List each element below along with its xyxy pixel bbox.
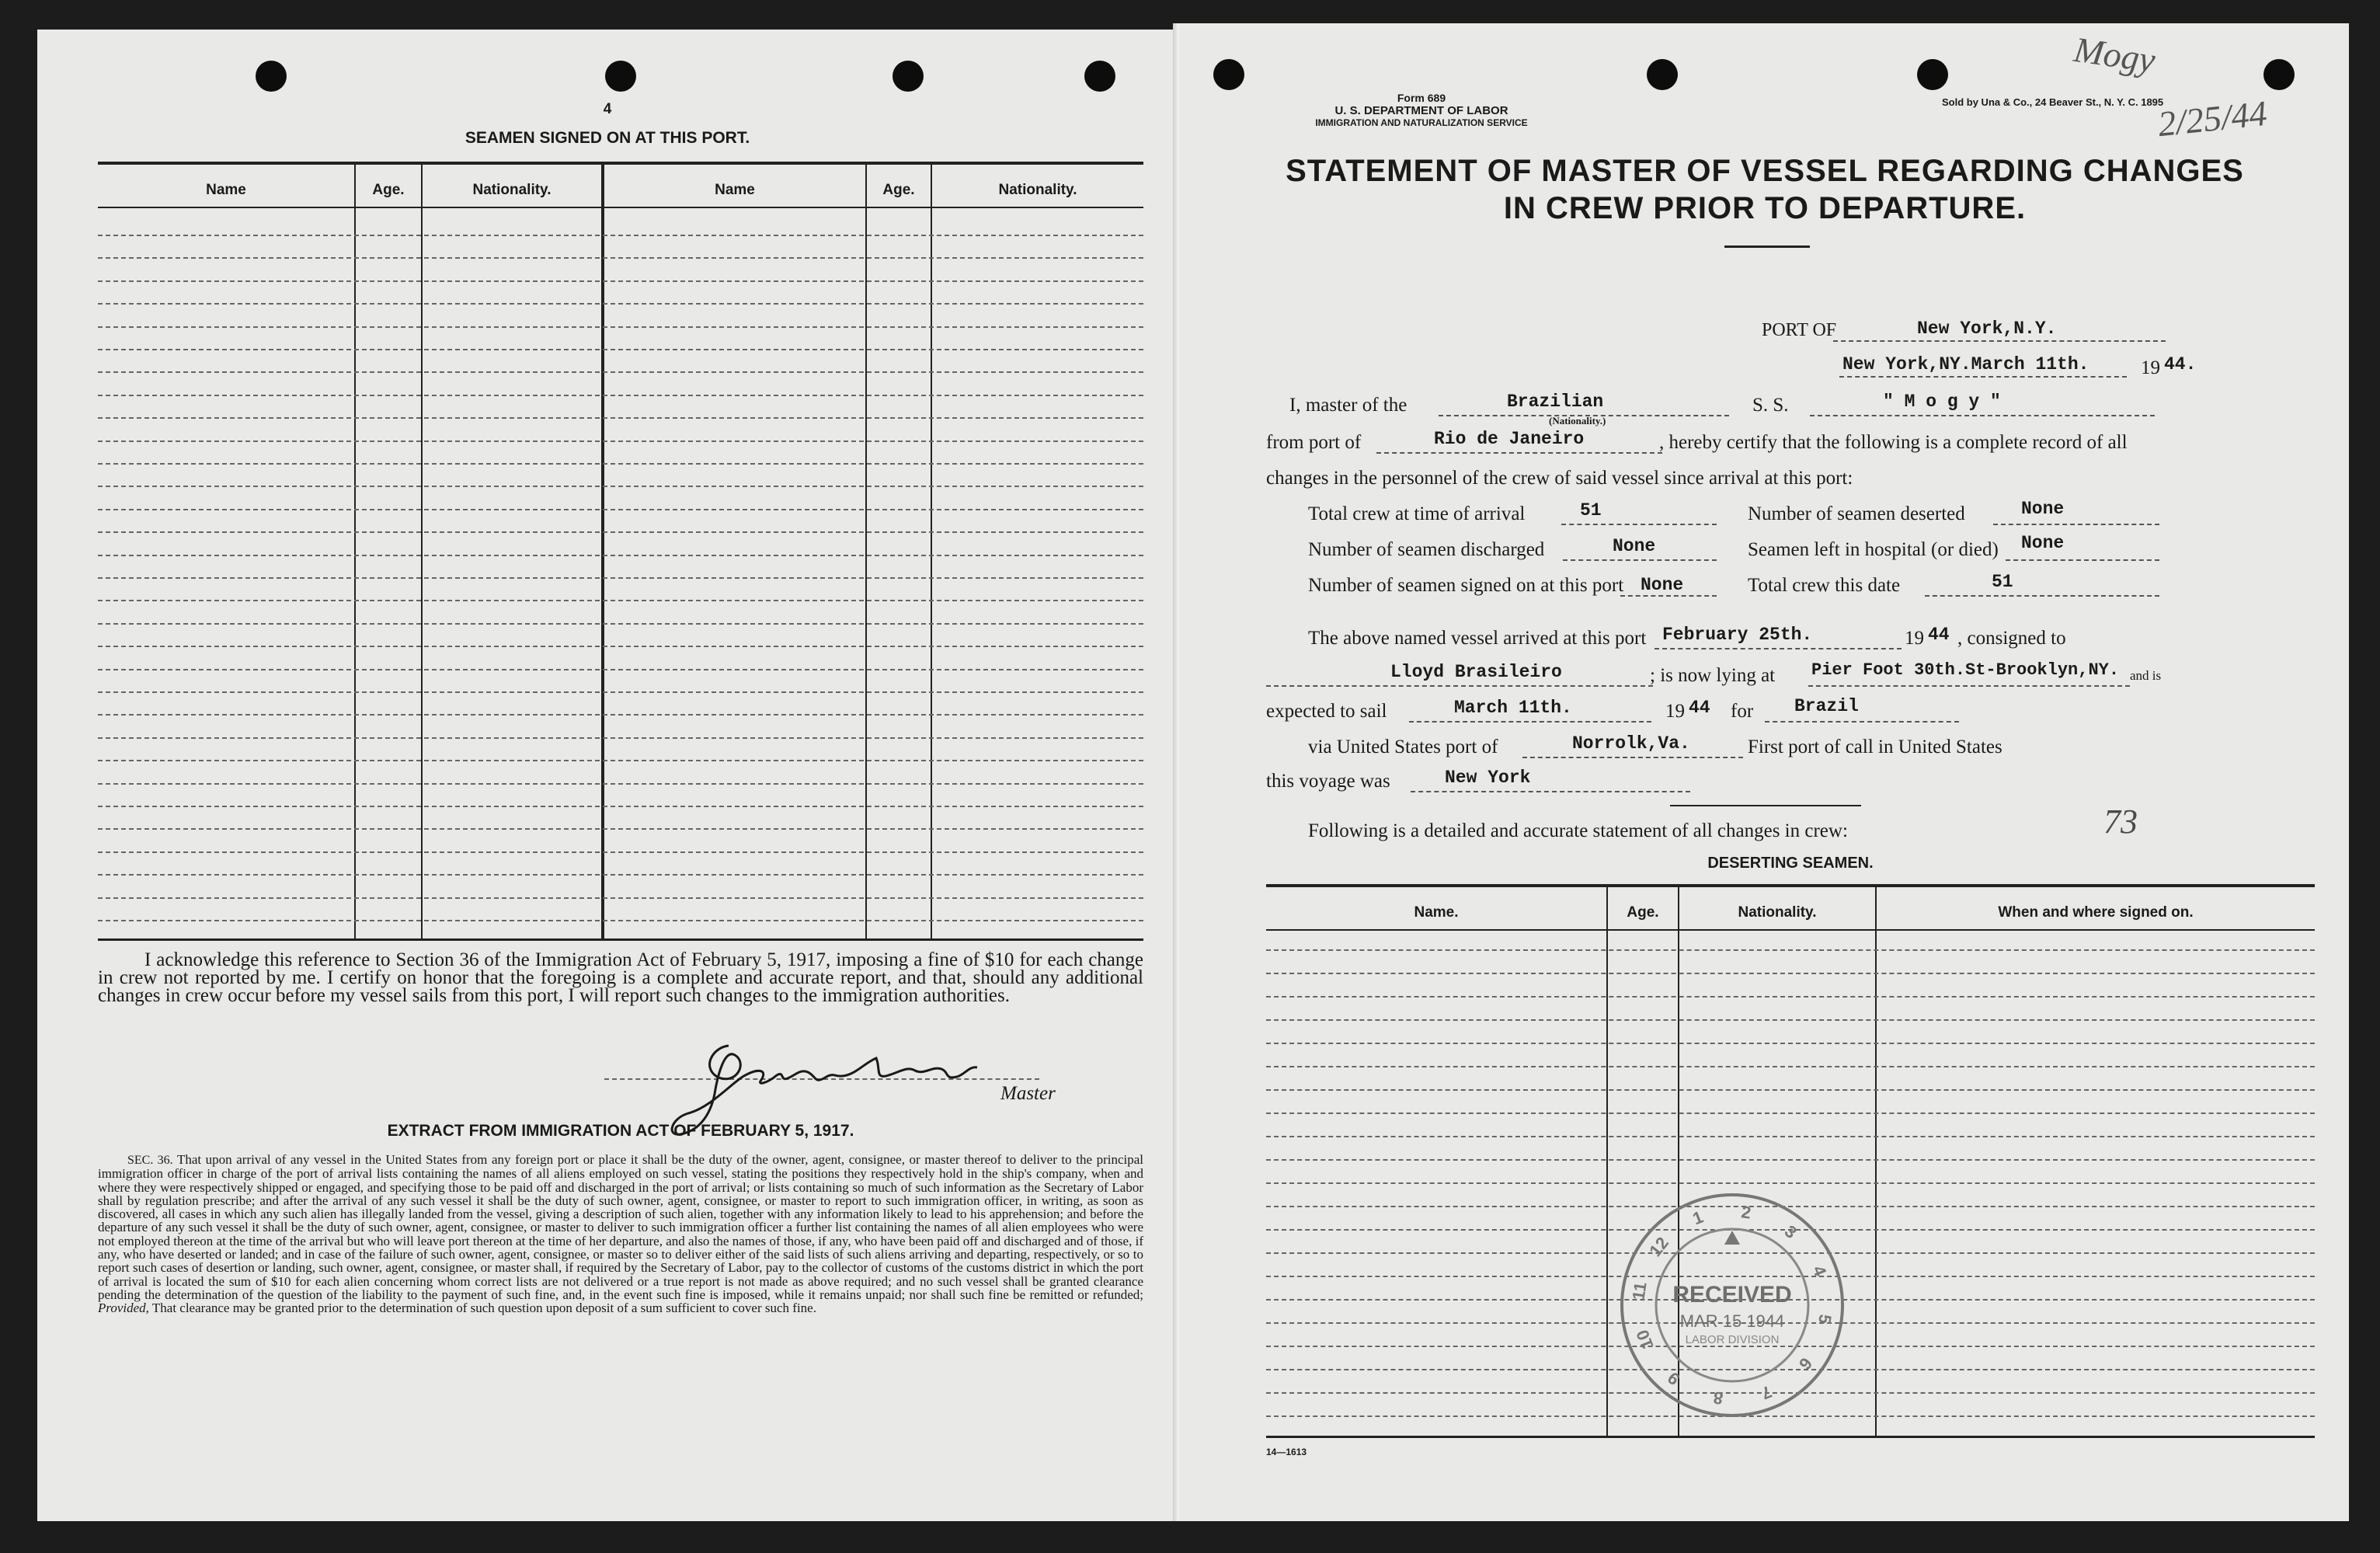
- ss-label: S. S.: [1752, 395, 1789, 416]
- table-row: [98, 326, 1143, 328]
- form-number: Form 689: [1397, 92, 1446, 104]
- sail-year-value: 44: [1689, 698, 1710, 718]
- table-row: [98, 395, 1143, 396]
- stamp-digit: 1: [1689, 1207, 1706, 1229]
- desert-table-bottom-rule: [1266, 1436, 2315, 1438]
- extract-title: EXTRACT FROM IMMIGRATION ACT OF FEBRUARY 5, 1917.: [387, 1122, 854, 1140]
- table-row: [98, 600, 1143, 601]
- table-row: [98, 371, 1143, 373]
- punch-hole: [1084, 61, 1115, 92]
- first-port-label: First port of call in United States: [1748, 736, 2002, 757]
- col-header-name: Name: [206, 182, 246, 198]
- from-port-line: [1376, 452, 1662, 454]
- date-line: [1839, 376, 2127, 378]
- table-row: [98, 486, 1143, 487]
- port-of-line: [1833, 340, 2166, 342]
- stamp-digit: 11: [1628, 1281, 1651, 1302]
- col-header-nationality: Nationality.: [472, 182, 552, 198]
- table-row: [98, 828, 1143, 830]
- desert-table-top-rule: [1266, 884, 2315, 887]
- table-row: [98, 555, 1143, 556]
- table-row: [98, 577, 1143, 579]
- signed-on-line: [1620, 595, 1717, 597]
- stamp-received: RECEIVED: [1672, 1282, 1792, 1308]
- stamp-digit: 4: [1808, 1262, 1830, 1279]
- form-title-line2: IN CREW PRIOR TO DEPARTURE.: [1503, 191, 2027, 225]
- voyage-line: [1411, 791, 1690, 792]
- table-row: [1266, 1136, 2315, 1137]
- total-crew-arrival-line: [1561, 524, 1717, 525]
- year-value: 44.: [2164, 354, 2197, 374]
- table-row: [98, 235, 1143, 236]
- punch-hole: [1647, 59, 1678, 90]
- ship-value: " M o g y ": [1883, 392, 2001, 412]
- table-header-rule: [98, 207, 1143, 208]
- arrived-line: [1655, 648, 1902, 649]
- for-label: for: [1731, 701, 1754, 722]
- port-of-label: PORT OF: [1762, 320, 1837, 340]
- master-label: Master: [1000, 1083, 1056, 1104]
- lying-line: [1808, 685, 2130, 687]
- page-number: 4: [603, 101, 612, 117]
- following-text: Following is a detailed and accurate statement of all changes in crew:: [1308, 820, 1848, 841]
- voyage-label: this voyage was: [1266, 771, 1390, 792]
- service: IMMIGRATION AND NATURALIZATION SERVICE: [1315, 117, 1528, 128]
- table-row: [1266, 1066, 2315, 1067]
- table-row: [98, 440, 1143, 442]
- col-divider: [354, 162, 356, 940]
- punch-hole: [605, 61, 636, 92]
- total-crew-arrival-label: Total crew at time of arrival: [1308, 503, 1526, 524]
- stamp-digit: 5: [1814, 1312, 1835, 1325]
- table-row: [98, 714, 1143, 716]
- consigned-label: , consigned to: [1957, 628, 2066, 649]
- destination-value: Brazil: [1794, 696, 1859, 716]
- signed-on-label: Number of seamen signed on at this port: [1308, 575, 1624, 596]
- table-row: [98, 783, 1143, 785]
- punch-hole: [1213, 59, 1244, 90]
- stamp-digit: 8: [1712, 1387, 1725, 1408]
- nationality-caption: (Nationality.): [1549, 415, 1606, 427]
- stamp-digit: 12: [1645, 1233, 1672, 1261]
- table-row: [98, 463, 1143, 465]
- section-body: That upon arrival of any vessel in the United States from any foreign port or place it shall be the duty of the owner, agent, consignee, or master thereof to deliver to the principal immigration officer in charge of the port of arrival lists containing the names of all aliens employed on such vessel, stating the positions they respectively hold in the ship's company, when and where they were respectively shipped or engaged, and specifying those to be paid off and discharged in the port of arrival; or lists containing so much of such information as the Secretary of Labor shall by regulation prescribe; and after the arrival of any such vessel it shall be the duty of such owner, agent, consignee, or master to report to such immigration officer, in writing, as soon as discovered, all cases in which any such alien has illegally landed from the vessel, giving a description of such alien, together with any information likely to lead to his apprehension; and before the departure of any such vessel it shall be the duty of such owner, agent, consignee, or master to deliver to such immigration officer a further list containing the names of all alien employees who were not employed thereon at the time of the arrival but who will leave port thereon at the time of her departure, and also the names of those, if any, who have been paid off and discharged and of those, if any, who have deserted or landed; and in case of the failure of such owner, agent, consignee, or master so to deliver either of the said lists of such aliens arriving and departing, respectively, or so to report such cases of desertion or landing, such owner, agent, consignee, or master shall, if required by the Secretary of Labor, pay to the collector of customs of the customs district in which the port of arrival is located the sum of $10 for each alien concerning whom correct lists are not delivered or a true report is not made as above required; and no such vessel shall be granted clearance pending the determination of the question of the liability to the payment of such fine, and, in the event such fine is imposed, while it remains unpaid; nor shall such fine be remitted or refunded;: [98, 1152, 1143, 1302]
- desert-col-age: Age.: [1627, 904, 1659, 921]
- stamp-division: LABOR DIVISION: [1685, 1333, 1780, 1346]
- provided-word: Provided,: [98, 1301, 149, 1316]
- section-label: SEC. 36.: [127, 1154, 173, 1167]
- handwritten-number: 73: [2103, 803, 2138, 841]
- stamp-digit: 2: [1739, 1202, 1752, 1224]
- desert-col-signed-on: When and where signed on.: [1998, 904, 2194, 921]
- right-page: [1181, 23, 2349, 1521]
- from-port-label: from port of: [1266, 432, 1362, 453]
- handwritten-ship-name: Mogy: [2071, 29, 2158, 81]
- col-header-age: Age.: [372, 182, 405, 198]
- table-row: [98, 851, 1143, 853]
- table-bottom-rule: [98, 938, 1143, 941]
- deserting-title: DESERTING SEAMEN.: [1707, 855, 1874, 872]
- desert-col-nationality: Nationality.: [1738, 904, 1817, 921]
- seamen-signed-on-title: SEAMEN SIGNED ON AT THIS PORT.: [465, 129, 750, 147]
- hospital-label: Seamen left in hospital (or died): [1748, 539, 1999, 560]
- date-value: New York,NY.March 11th.: [1842, 354, 2089, 374]
- table-row: [98, 417, 1143, 419]
- table-row: [98, 623, 1143, 625]
- footer-code: 14—1613: [1266, 1447, 1307, 1457]
- punch-hole: [893, 61, 924, 92]
- certify-text: , hereby certify that the following is a complete record of all: [1659, 432, 2128, 453]
- table-row: [98, 349, 1143, 350]
- col-divider: [931, 162, 932, 940]
- master-of-label: I, master of the: [1289, 395, 1407, 416]
- stamp-digit: 3: [1780, 1220, 1801, 1243]
- port-of-value: New York,N.Y.: [1917, 319, 2057, 339]
- table-row: [98, 257, 1143, 259]
- table-row: [98, 646, 1143, 647]
- ship-line: [1810, 415, 2155, 416]
- stamp-digit: 7: [1759, 1381, 1775, 1403]
- table-row: [1266, 1019, 2315, 1021]
- and-is-label: and is: [2130, 668, 2162, 683]
- table-row: [98, 303, 1143, 305]
- expected-value: March 11th.: [1454, 698, 1572, 718]
- stamp-digit: 6: [1794, 1353, 1817, 1374]
- discharged-label: Number of seamen discharged: [1308, 539, 1545, 560]
- discharged-line: [1563, 559, 1717, 561]
- table-row: [98, 806, 1143, 807]
- changes-text: changes in the personnel of the crew of said vessel since arrival at this port:: [1266, 468, 1853, 489]
- received-stamp: [1616, 1189, 1849, 1422]
- table-row: [1266, 1159, 2315, 1161]
- total-crew-date-line: [1925, 595, 2159, 597]
- punch-hole: [1917, 59, 1948, 90]
- table-row: [1266, 996, 2315, 998]
- section-36-text: [98, 1153, 1143, 1315]
- voyage-value: New York: [1445, 768, 1531, 788]
- via-line: [1522, 757, 1743, 758]
- table-row: [98, 669, 1143, 670]
- deserted-label: Number of seamen deserted: [1748, 503, 1965, 524]
- consignee-line: [1266, 685, 1653, 687]
- table-row: [98, 280, 1143, 282]
- section-rule: [1670, 805, 1861, 806]
- col-header-age: Age.: [882, 182, 915, 198]
- deserted-value: None: [2021, 499, 2065, 519]
- left-page: [37, 30, 1178, 1521]
- department: U. S. DEPARTMENT OF LABOR: [1334, 104, 1508, 117]
- table-row: [98, 897, 1143, 899]
- table-row: [98, 737, 1143, 739]
- desert-col-divider: [1875, 884, 1877, 1437]
- table-row: [1266, 973, 2315, 974]
- nationality-value: Brazilian: [1507, 392, 1604, 412]
- signed-on-value: None: [1641, 575, 1684, 595]
- sail-year-prefix: 19: [1665, 701, 1685, 722]
- table-top-rule: [98, 162, 1143, 165]
- arrived-label: The above named vessel arrived at this port: [1308, 628, 1647, 649]
- arrived-year-value: 44: [1928, 625, 1950, 645]
- lying-value: Pier Foot 30th.St-Brooklyn,NY.: [1811, 660, 2120, 680]
- total-crew-date-value: 51: [1992, 572, 2013, 592]
- table-row: [98, 509, 1143, 510]
- desert-table-header-rule: [1266, 929, 2315, 931]
- desert-col-name: Name.: [1414, 904, 1459, 921]
- lying-label: ; is now lying at: [1650, 665, 1776, 686]
- col-divider: [865, 162, 867, 940]
- stamp-date: MAR 15 1944: [1679, 1311, 1785, 1331]
- provided-text: That clearance may be granted prior to the determination of such question upon deposit of a sum sufficient to cover such fine.: [151, 1301, 816, 1316]
- col-divider: [421, 162, 423, 940]
- from-port-value: Rio de Janeiro: [1434, 429, 1585, 449]
- via-value: Norrolk,Va.: [1572, 733, 1690, 754]
- form-title-line1: STATEMENT OF MASTER OF VESSEL REGARDING CHANGES: [1286, 154, 2244, 188]
- punch-hole: [2263, 59, 2295, 90]
- deserted-line: [1993, 524, 2159, 525]
- table-row: [1266, 1182, 2315, 1184]
- desert-col-divider: [1606, 884, 1608, 1437]
- arrived-value: February 25th.: [1662, 625, 1813, 645]
- punch-hole: [256, 61, 287, 92]
- seller: Sold by Una & Co., 24 Beaver St., N. Y. C. 1895: [1942, 96, 2164, 108]
- table-row: [98, 760, 1143, 761]
- destination-line: [1765, 721, 1959, 723]
- consignee-value: Lloyd Brasileiro: [1390, 662, 1562, 682]
- acknowledgement-text: I acknowledge this reference to Section 36 of the Immigration Act of February 5, 1917, imposing a fine of $10 for each change in crew not reported by me. I certify on honor that the foregoing is a complete and accurate report, and that, should any additional changes in crew occur before my vessel sails from this port, I will report such changes to the immigration authorities.: [98, 949, 1143, 1006]
- expected-label: expected to sail: [1266, 701, 1387, 722]
- total-crew-arrival-value: 51: [1580, 500, 1602, 521]
- table-row: [1266, 1089, 2315, 1091]
- table-row: [98, 874, 1143, 876]
- col-header-name: Name: [715, 182, 755, 198]
- year-prefix: 19: [2141, 357, 2160, 378]
- expected-line: [1409, 721, 1651, 723]
- table-row: [1266, 1043, 2315, 1044]
- via-label: via United States port of: [1308, 736, 1498, 757]
- stamp-digit: 10: [1632, 1327, 1658, 1353]
- table-row: [1266, 1113, 2315, 1114]
- table-row: [98, 691, 1143, 693]
- stamp-digit: 9: [1664, 1367, 1684, 1390]
- handwritten-date: 2/25/44: [2156, 92, 2269, 145]
- title-rule: [1724, 245, 1810, 248]
- discharged-value: None: [1613, 536, 1656, 556]
- total-crew-date-label: Total crew this date: [1748, 575, 1901, 596]
- table-row: [98, 920, 1143, 921]
- hospital-value: None: [2021, 533, 2065, 553]
- table-row: [98, 531, 1143, 533]
- hospital-line: [2006, 559, 2159, 561]
- col-header-nationality: Nationality.: [998, 182, 1077, 198]
- col-divider: [601, 162, 604, 940]
- arrived-year-prefix: 19: [1905, 628, 1924, 649]
- table-row: [1266, 949, 2315, 951]
